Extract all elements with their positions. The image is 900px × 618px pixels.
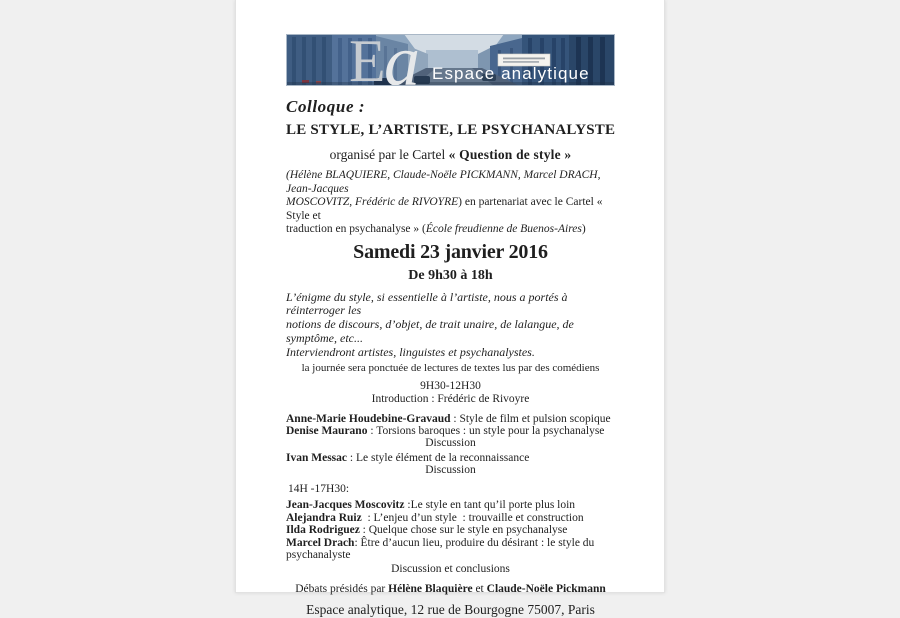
talk-rodriguez: Ilda Rodriguez : Quelque chose sur le style en psychanalyse <box>286 524 568 537</box>
argument-line-3: Interviendront artistes, linguistes et psychanalystes. <box>286 344 535 359</box>
espace-analytique-banner <box>286 34 615 86</box>
talk-maurano: Denise Maurano : Torsions baroques : un style pour la psychanalyse <box>286 424 605 437</box>
cartel-members-paragraph <box>286 169 615 237</box>
ea-logo-e: E <box>349 34 386 86</box>
chair-pickmann: Claude-Noële Pickmann <box>486 582 606 595</box>
talk-ruiz: Alejandra Ruiz : L’enjeu d’un style : trouvaille et construction <box>286 511 584 524</box>
talk-drach: Marcel Drach: Être d’aucun lieu, produire du désirant : le style du <box>286 536 595 549</box>
discussion-1: Discussion <box>425 437 476 450</box>
cartel-name: « Question de style » <box>448 147 572 162</box>
argument-line-1: L’énigme du style, si essentielle à l’artiste, nous a portés à réinterroger les <box>286 289 568 318</box>
morning-hours: 9H30-12H30 <box>420 379 481 392</box>
talk-moscovitz: Jean-Jacques Moscovitz :Le style en tant qu’il porte plus loin <box>286 499 576 512</box>
document-page <box>235 0 665 617</box>
argument-paragraph <box>286 291 615 360</box>
event-time: De 9h30 à 18h <box>408 267 493 283</box>
venue-address: Espace analytique, 12 rue de Bourgogne 75007, Paris <box>306 601 595 617</box>
discussion-conclusions: Discussion et conclusions <box>391 563 510 576</box>
members-line-3: traduction en psychanalyse » (École freudienne de Buenos-Aires) <box>286 223 586 235</box>
org-name-label: Espace analytique <box>432 64 590 83</box>
chairs-line: Débats présidés par Hélène Blaquière et Claude-Noële Pickmann <box>295 582 606 595</box>
discussion-2: Discussion <box>425 464 476 477</box>
organized-by-prefix: organisé par le Cartel <box>329 147 449 162</box>
afternoon-hours: 14H -17H30: <box>288 482 350 495</box>
event-title: LE STYLE, L’ARTISTE, LE PSYCHANALYSTE <box>286 122 616 138</box>
talk-drach-continued: psychanalyste <box>286 549 351 562</box>
chair-blaquiere: Hélène Blaquière <box>388 582 473 595</box>
ea-logo-a: a <box>384 34 420 86</box>
event-date: Samedi 23 janvier 2016 <box>353 240 548 263</box>
talk-messac: Ivan Messac : Le style élément de la reconnaissance <box>286 451 530 464</box>
members-line-1: (Hélène BLAQUIERE, Claude-Noële PICKMANN, Marcel DRACH, Jean-Jacques <box>286 169 601 195</box>
organized-by-line <box>286 147 615 163</box>
members-line-2: MOSCOVITZ, Frédéric de RIVOYRE) en partenariat avec le Cartel « Style et <box>286 196 603 222</box>
talk-houdebine: Anne-Marie Houdebine-Gravaud : Style de film et pulsion scopique <box>286 412 611 425</box>
colloque-label: Colloque : <box>286 97 366 116</box>
argument-line-2: notions de discours, d’objet, de trait unaire, de lalangue, de symptôme, etc... <box>286 317 574 345</box>
readings-note: la journée sera ponctuée de lectures de textes lus par des comédiens <box>301 362 600 375</box>
introduction-line: Introduction : Frédéric de Rivoyre <box>371 392 530 405</box>
